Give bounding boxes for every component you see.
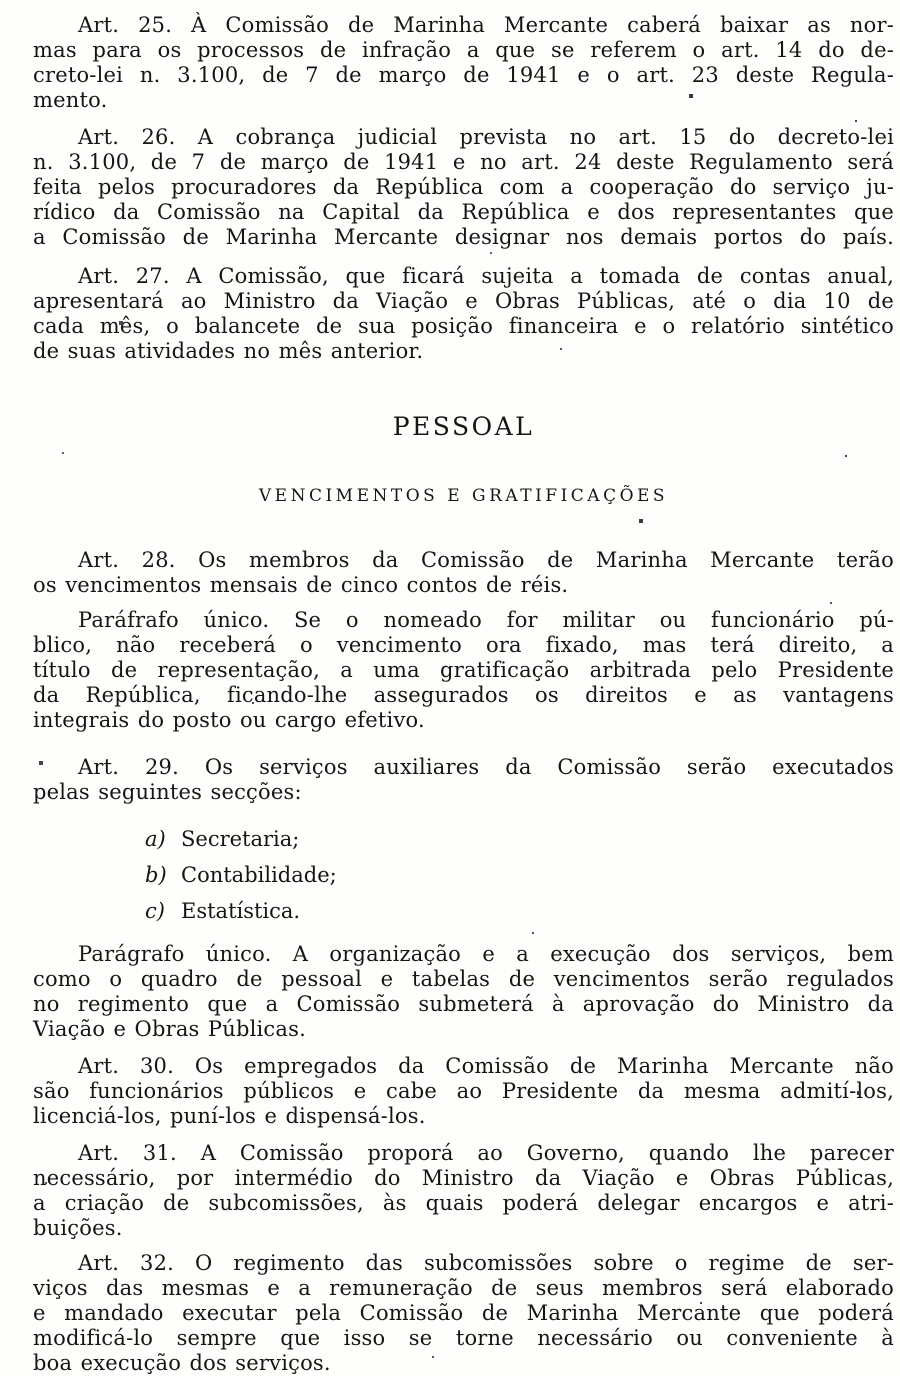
seccoes-list bbox=[145, 827, 894, 924]
text-line: Art. 27. A Comissão, que ficará sujeita a tomada de contas anual, bbox=[78, 264, 894, 288]
text-line: apresentará ao Ministro da Viação e Obras Públicas, até o dia 10 de bbox=[33, 289, 894, 313]
text-line: mas para os processos de infração a que se referem o art. 14 do de- bbox=[33, 38, 894, 62]
subsection-heading-vencimentos: VENCIMENTOS E GRATIFICAÇÕES bbox=[258, 486, 669, 506]
text-line: licenciá-los, puní-los e dispensá-los. bbox=[33, 1104, 426, 1128]
list-item-text: Estatística. bbox=[181, 899, 301, 923]
paragraph-art-28 bbox=[33, 548, 894, 598]
text-line: necessário, por intermédio do Ministro da Viação e Obras Públicas, bbox=[33, 1166, 894, 1190]
section-heading-pessoal: PESSOAL bbox=[392, 412, 535, 441]
text-line: modificá-lo sempre que isso se torne necessário ou conveniente à bbox=[33, 1326, 894, 1350]
text-line: e mandado executar pela Comissão de Marinha Mercante que poderá bbox=[33, 1301, 894, 1325]
text-line: rídico da Comissão na Capital da República e dos representantes que bbox=[33, 200, 894, 224]
text-line: são funcionários públicos e cabe ao Presidente da mesma admití-los, bbox=[33, 1079, 894, 1103]
text-line: viços das mesmas e a remuneração de seus membros será elaborado bbox=[33, 1276, 894, 1300]
text-line: blico, não receberá o vencimento ora fixado, mas terá direito, a bbox=[33, 633, 894, 657]
text-line: Art. 30. Os empregados da Comissão de Marinha Mercante não bbox=[78, 1054, 894, 1078]
paragraph-unico-art-29 bbox=[33, 942, 894, 1042]
text-line: título de representação, a uma gratificação arbitrada pelo Presidente bbox=[33, 658, 894, 682]
text-line: Paráfrafo único. Se o nomeado for militar ou funcionário pú- bbox=[78, 608, 894, 632]
paragraph-art-31 bbox=[33, 1141, 894, 1241]
text-line: no regimento que a Comissão submeterá à aprovação do Ministro da bbox=[33, 992, 894, 1016]
text-line: Art. 28. Os membros da Comissão de Marinha Mercante terão bbox=[78, 548, 894, 572]
text-line: Parágrafo único. A organização e a execução dos serviços, bem bbox=[78, 942, 894, 966]
text-line: Art. 31. A Comissão proporá ao Governo, quando lhe parecer bbox=[78, 1141, 894, 1165]
text-line: cada mês, o balancete de sua posição financeira e o relatório sintético bbox=[33, 314, 894, 338]
text-line: creto-lei n. 3.100, de 7 de março de 1941 e o art. 23 deste Regula- bbox=[33, 63, 894, 87]
paragraph-art-29 bbox=[33, 755, 894, 805]
paragraph-art-32 bbox=[33, 1251, 894, 1376]
text-line: pelas seguintes secções: bbox=[33, 780, 302, 804]
text-line: os vencimentos mensais de cinco contos de réis. bbox=[33, 573, 569, 597]
paragraph-art-25 bbox=[33, 13, 894, 113]
text-line: a criação de subcomissões, às quais poderá delegar encargos e atri- bbox=[33, 1191, 894, 1215]
text-line: boa execução dos serviços. bbox=[33, 1351, 331, 1375]
list-item-secretaria bbox=[145, 827, 894, 852]
text-line: como o quadro de pessoal e tabelas de vencimentos serão regulados bbox=[33, 967, 894, 991]
text-line: buições. bbox=[33, 1216, 123, 1240]
text-line: Art. 29. Os serviços auxiliares da Comissão serão executados bbox=[78, 755, 894, 779]
text-line: de suas atividades no mês anterior. bbox=[33, 339, 424, 363]
text-line: Art. 26. A cobrança judicial prevista no art. 15 do decreto-lei bbox=[78, 125, 894, 149]
text-line: Art. 25. À Comissão de Marinha Mercante caberá baixar as nor- bbox=[78, 13, 894, 37]
list-item-text: Contabilidade; bbox=[181, 863, 337, 887]
list-item-text: Secretaria; bbox=[181, 827, 300, 851]
text-line: Art. 32. O regimento das subcomissões sobre o regime de ser- bbox=[78, 1251, 894, 1275]
text-line: Viação e Obras Públicas. bbox=[33, 1017, 306, 1041]
paragraph-art-30 bbox=[33, 1054, 894, 1129]
text-line: feita pelos procuradores da República com a cooperação do serviço ju- bbox=[33, 175, 894, 199]
list-item-label: c) bbox=[145, 899, 165, 923]
list-item-label: b) bbox=[145, 863, 167, 887]
text-line: n. 3.100, de 7 de março de 1941 e no art. 24 deste Regulamento será bbox=[33, 150, 894, 174]
scan-noise-speckles bbox=[0, 0, 2, 2]
paragraph-art-27 bbox=[33, 264, 894, 364]
paragraph-art-26 bbox=[33, 125, 894, 250]
text-line: integrais do posto ou cargo efetivo. bbox=[33, 708, 425, 732]
list-item-contabilidade bbox=[145, 863, 894, 888]
paragraph-unico-art-28 bbox=[33, 608, 894, 733]
list-item-label: a) bbox=[145, 827, 166, 851]
text-line: mento. bbox=[33, 88, 108, 112]
text-line: da República, ficando-lhe assegurados os direitos e as vantagens bbox=[33, 683, 894, 707]
text-line: a Comissão de Marinha Mercante designar nos demais portos do país. bbox=[33, 225, 894, 249]
list-item-estatistica bbox=[145, 899, 894, 924]
